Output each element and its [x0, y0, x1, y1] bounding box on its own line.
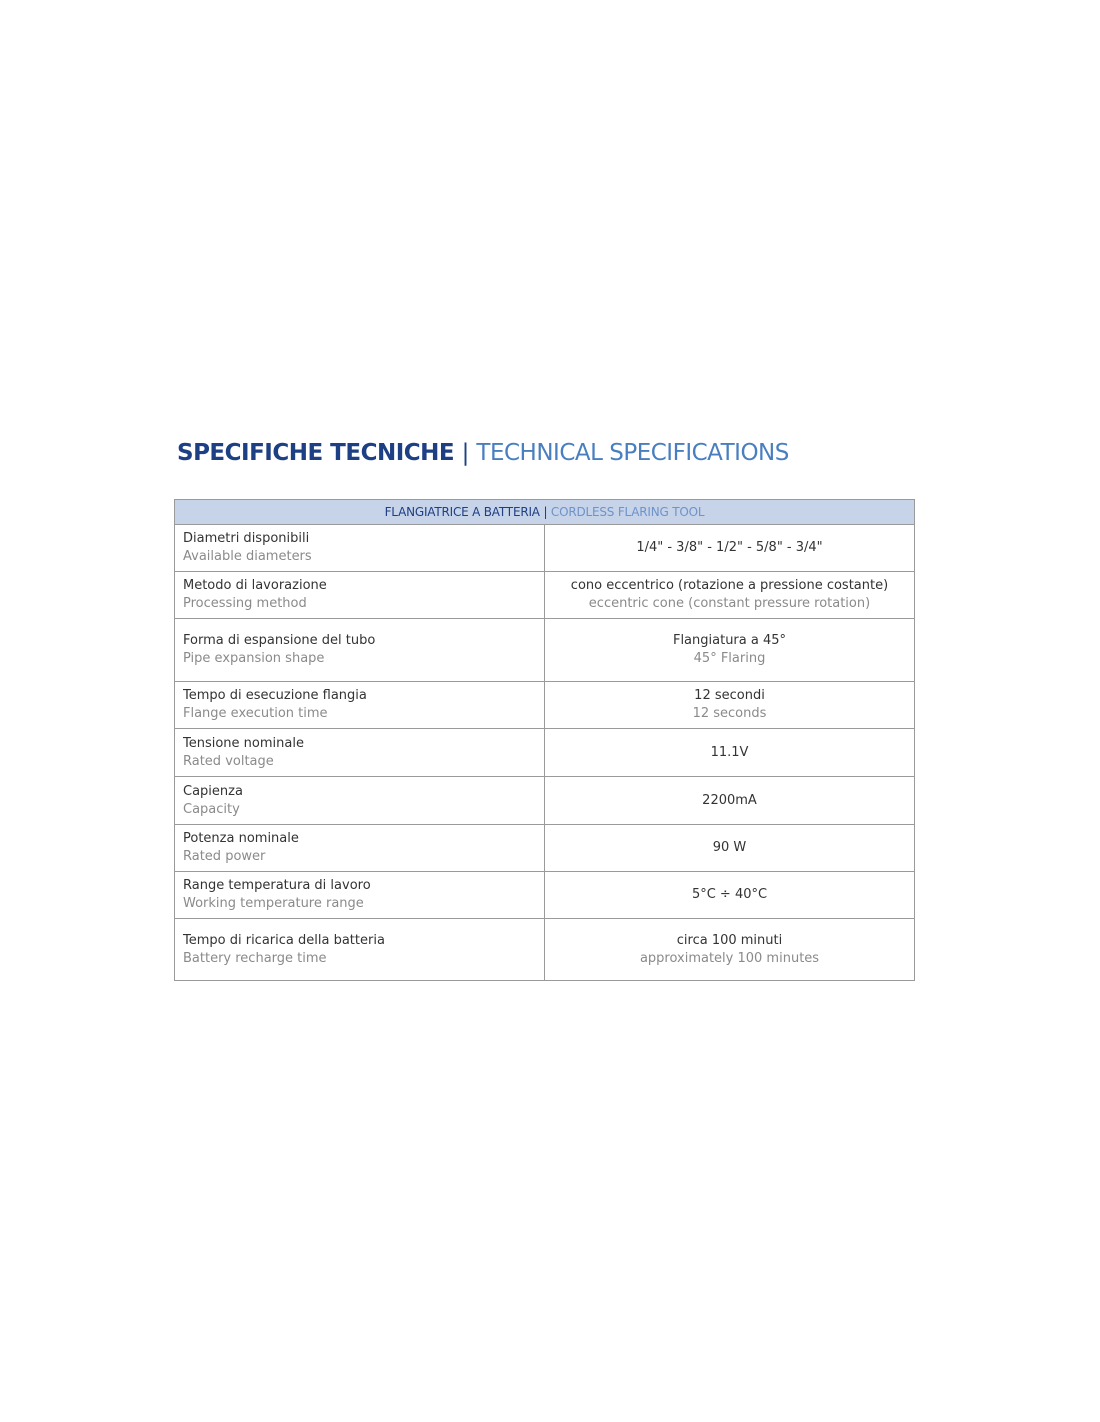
table-row — [175, 572, 915, 619]
label-english: Battery recharge time — [183, 950, 327, 966]
value-italian: 11.1V — [710, 744, 749, 760]
value-italian: 90 W — [712, 840, 747, 855]
label-english: Capacity — [183, 801, 240, 817]
row-label-cell — [175, 525, 545, 572]
row-label-cell — [175, 729, 545, 777]
value-english: approximately 100 minutes — [639, 950, 820, 966]
value-italian: cono eccentrico (rotazione a pressione costante) — [570, 578, 889, 593]
label-english: Rated voltage — [183, 753, 274, 769]
table-row — [175, 682, 915, 729]
row-value-cell — [545, 919, 915, 981]
value-english: 12 seconds — [692, 706, 767, 721]
specifications-table — [174, 499, 915, 981]
value-english: 45° Flaring — [693, 651, 766, 666]
row-value-cell — [545, 525, 915, 572]
header-separator: | — [543, 505, 548, 519]
label-english: Flange execution time — [183, 706, 328, 721]
table-row — [175, 825, 915, 872]
value-italian: 2200mA — [702, 792, 757, 808]
label-italian: Diametri disponibili — [183, 531, 310, 546]
row-label-cell — [175, 619, 545, 682]
row-label-cell — [175, 572, 545, 619]
header-english: CORDLESS FLARING TOOL — [550, 505, 705, 519]
label-english: Rated power — [183, 849, 266, 864]
row-label-cell — [175, 872, 545, 919]
value-english: eccentric cone (constant pressure rotation) — [588, 596, 871, 611]
label-italian: Range temperatura di lavoro — [183, 878, 371, 893]
value-italian: 1/4" - 3/8" - 1/2" - 5/8" - 3/4" — [636, 540, 823, 555]
row-value-cell — [545, 682, 915, 729]
label-english: Available diameters — [183, 549, 312, 564]
row-value-cell — [545, 729, 915, 777]
table-header-row — [175, 500, 915, 525]
label-italian: Tensione nominale — [183, 735, 304, 751]
label-italian: Metodo di lavorazione — [183, 578, 327, 593]
header-italian: FLANGIATRICE A BATTERIA — [384, 505, 540, 519]
label-english: Working temperature range — [183, 896, 364, 911]
row-label-cell — [175, 825, 545, 872]
row-label-cell — [175, 919, 545, 981]
title-italian: SPECIFICHE TECNICHE — [177, 440, 455, 466]
page-title — [177, 437, 937, 469]
row-value-cell — [545, 777, 915, 825]
row-value-cell — [545, 572, 915, 619]
table-row — [175, 777, 915, 825]
value-italian: 12 secondi — [694, 688, 765, 703]
table-row — [175, 872, 915, 919]
label-english: Processing method — [183, 596, 307, 611]
label-english: Pipe expansion shape — [183, 651, 325, 666]
label-italian: Capienza — [183, 783, 243, 799]
table-header — [175, 500, 915, 525]
table-row — [175, 619, 915, 682]
value-italian: 5°C ÷ 40°C — [691, 887, 768, 902]
row-value-cell — [545, 619, 915, 682]
table-row — [175, 729, 915, 777]
title-separator: | — [461, 440, 469, 466]
row-label-cell — [175, 682, 545, 729]
title-english: TECHNICAL SPECIFICATIONS — [476, 440, 789, 466]
table-row — [175, 919, 915, 981]
label-italian: Forma di espansione del tubo — [183, 633, 376, 648]
value-italian: circa 100 minuti — [676, 932, 783, 948]
row-value-cell — [545, 872, 915, 919]
value-italian: Flangiatura a 45° — [672, 633, 787, 648]
row-label-cell — [175, 777, 545, 825]
label-italian: Tempo di ricarica della batteria — [183, 932, 385, 948]
table-row — [175, 525, 915, 572]
row-value-cell — [545, 825, 915, 872]
label-italian: Potenza nominale — [183, 831, 299, 846]
label-italian: Tempo di esecuzione flangia — [183, 688, 367, 703]
